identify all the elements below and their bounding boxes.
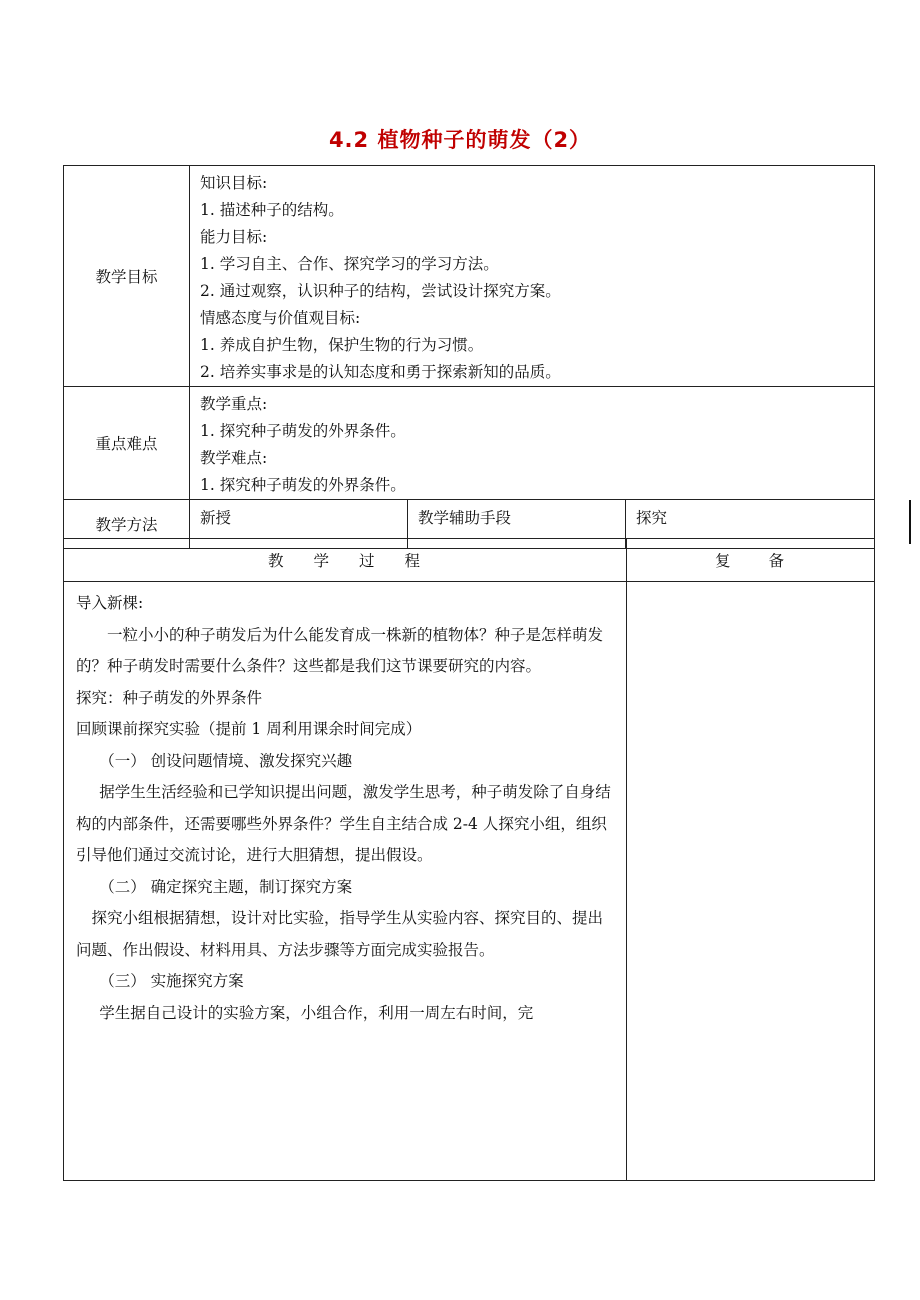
objective-line: 1. 描述种子的结构。	[200, 201, 344, 219]
section-heading: （二） 确定探究主题，制订探究方案	[99, 877, 353, 896]
prep-header	[627, 539, 875, 582]
process-header-row	[64, 539, 875, 582]
process-body-row	[64, 582, 875, 1181]
process-header-char: 教	[267, 552, 286, 570]
objective-line: 2. 通过观察，认识种子的结构，尝试设计探究方案。	[200, 282, 561, 300]
keypoint-line: 1. 探究种子萌发的外界条件。	[200, 476, 406, 494]
paragraph: 学生据自己设计的实验方案，小组合作，利用一周左右时间，完	[99, 1003, 534, 1022]
objective-line: 1. 养成自护生物，保护生物的行为习惯。	[200, 336, 484, 354]
process-content	[64, 582, 627, 1181]
process-table	[63, 538, 875, 1181]
keypoint-line: 教学重点:	[200, 395, 268, 413]
aid-value: 探究	[626, 500, 875, 549]
aid-label: 教学辅助手段	[408, 500, 626, 549]
keypoints-row	[64, 387, 875, 500]
method-value: 新授	[190, 500, 408, 549]
process-header-char: 程	[404, 552, 423, 570]
lesson-info-table	[63, 165, 875, 549]
paragraph: 导入新棵:	[76, 594, 144, 612]
keypoint-line: 1. 探究种子萌发的外界条件。	[200, 422, 406, 440]
prep-notes-cell	[627, 582, 875, 1181]
prep-header-char: 备	[768, 552, 787, 570]
keypoints-label: 重点难点	[64, 387, 190, 500]
objective-line: 知识目标:	[200, 174, 268, 192]
objectives-row	[64, 166, 875, 387]
page-title: 4.2 植物种子的萌发（2）	[328, 128, 592, 152]
keypoints-content	[190, 387, 875, 500]
section-heading: （一） 创设问题情境、激发探究兴趣	[99, 751, 353, 770]
objective-line: 能力目标:	[200, 228, 268, 246]
section-heading: （三） 实施探究方案	[99, 972, 244, 990]
objectives-label: 教学目标	[64, 166, 190, 387]
method-label: 教学方法	[64, 500, 190, 549]
process-header-char: 过	[359, 552, 377, 570]
process-header-char: 学	[313, 552, 331, 570]
paragraph: 一粒小小的种子萌发后为什么能发育成一株新的植物体？种子是怎样萌发的？种子萌发时需要什么条件？这些都是我们这节课要研究的内容。	[76, 625, 604, 675]
objective-line: 情感态度与价值观目标:	[200, 309, 361, 327]
paragraph: 探究小组根据猜想，设计对比实验，指导学生从实验内容、探究目的、提出问题、作出假设、材料用具、方法步骤等方面完成实验报告。	[76, 909, 604, 959]
keypoint-line: 教学难点:	[200, 449, 268, 467]
paragraph: 探究：种子萌发的外界条件	[76, 688, 263, 707]
objective-line: 2. 培养实事求是的认知态度和勇于探索新知的品质。	[200, 363, 561, 381]
objectives-content	[190, 166, 875, 387]
process-header	[64, 539, 627, 582]
paragraph: 回顾课前探究实验（提前 1 周利用课余时间完成）	[76, 720, 422, 738]
margin-mark	[909, 500, 911, 544]
prep-header-char: 复	[714, 552, 733, 570]
objective-line: 1. 学习自主、合作、探究学习的学习方法。	[200, 255, 499, 273]
paragraph: 据学生生活经验和已学知识提出问题，激发学生思考，种子萌发除了自身结构的内部条件，还需要哪些外界条件？学生自主结合成 2-4 人探究小组，组织引导他们通过交流讨论，进行大胆猜想，提出假设。	[76, 783, 611, 864]
